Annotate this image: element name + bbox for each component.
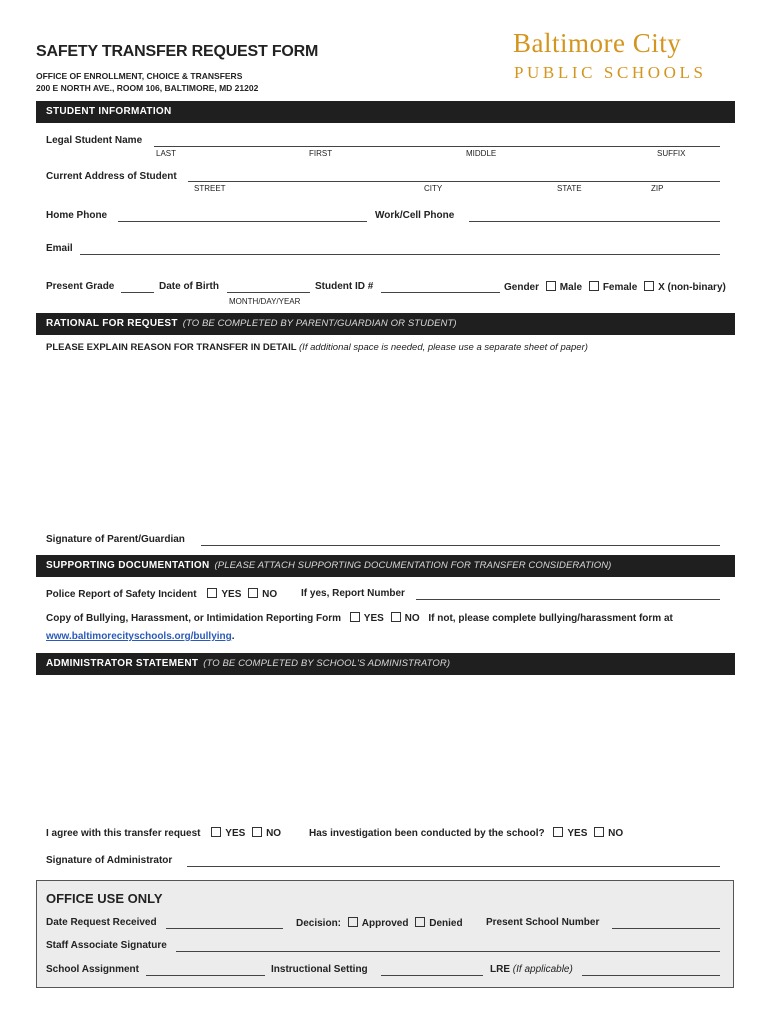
rational-note: (TO BE COMPLETED BY PARENT/GUARDIAN OR STUDENT) [182,318,457,329]
approved-checkbox[interactable] [348,917,358,927]
school-assignment-label: School Assignment [46,964,139,975]
investigation-label: Has investigation been conducted by the school? [309,828,545,839]
address-zip-sub: ZIP [651,184,664,193]
police-no-checkbox[interactable] [248,588,258,598]
agree-yes-checkbox[interactable] [211,827,221,837]
address-state-sub: STATE [557,184,582,193]
police-yes-checkbox[interactable] [207,588,217,598]
lre-label: LRE [490,964,510,975]
lre-note: (If applicable) [512,964,573,975]
school-assignment-line[interactable] [146,975,265,976]
investigation-row [309,827,623,839]
admin-signature-label: Signature of Administrator [46,855,173,866]
present-school-label: Present School Number [486,917,600,928]
report-number-line[interactable] [416,599,720,600]
home-phone-label: Home Phone [46,210,108,221]
gender-x-checkbox[interactable] [644,281,654,291]
admin-signature-line[interactable] [187,866,720,867]
reason-text-area[interactable] [46,358,720,523]
bullying-no-checkbox[interactable] [391,612,401,622]
admin-title: ADMINISTRATOR STATEMENT [46,658,199,669]
police-no-label: NO [262,589,278,600]
name-suffix-sub: SUFFIX [657,149,686,158]
logo-public-schools: PUBLIC SCHOOLS [514,63,707,82]
gender-field [504,281,726,293]
parent-signature-label: Signature of Parent/Guardian [46,534,185,545]
agree-label: I agree with this transfer request [46,828,201,839]
agree-no-label: NO [266,828,282,839]
name-last-sub: LAST [156,149,177,158]
investigation-yes-checkbox[interactable] [553,827,563,837]
decision-label: Decision: [296,918,342,929]
work-phone-line[interactable] [469,221,720,222]
section-rational-for-request [36,313,735,335]
instructional-setting-label: Instructional Setting [271,964,368,975]
present-school-line[interactable] [612,928,720,929]
gender-female-checkbox[interactable] [589,281,599,291]
link-period: . [231,631,235,642]
name-middle-sub: MIDDLE [466,149,497,158]
explain-label: PLEASE EXPLAIN REASON FOR TRANSFER IN DETAIL [46,342,297,353]
gender-male-checkbox[interactable] [546,281,556,291]
denied-label: Denied [429,918,463,929]
dob-line[interactable] [227,292,310,293]
investigation-no-checkbox[interactable] [594,827,604,837]
staff-signature-label: Staff Associate Signature [46,940,167,951]
agree-no-checkbox[interactable] [252,827,262,837]
investigation-yes-label: YES [567,828,588,839]
gender-male-label: Male [559,282,583,293]
office-name: OFFICE OF ENROLLMENT, CHOICE & TRANSFERS [36,71,243,81]
legal-name-line[interactable] [154,146,720,147]
date-received-label: Date Request Received [46,917,157,928]
office-use-title: OFFICE USE ONLY [46,891,163,906]
email-label: Email [46,243,73,254]
dob-sub: MONTH/DAY/YEAR [229,297,301,306]
section-student-information: STUDENT INFORMATION [36,101,735,123]
lre-line[interactable] [582,975,720,976]
gender-female-label: Female [602,282,638,293]
gender-x-label: X (non-binary) [658,282,726,293]
office-address [36,70,258,94]
grade-label: Present Grade [46,281,115,292]
bullying-link-row [46,626,235,644]
logo-baltimore-city: Baltimore City [513,28,682,58]
police-report-label: Police Report of Safety Incident [46,589,197,600]
investigation-no-label: NO [608,828,624,839]
bullying-form-row [46,612,673,624]
address-label: Current Address of Student [46,171,177,182]
section-administrator-statement [36,653,735,675]
bullying-link[interactable]: www.baltimorecityschools.org/bullying [46,631,232,642]
section-supporting-documentation [36,555,735,577]
address-line[interactable] [188,181,720,182]
legal-name-label: Legal Student Name [46,135,143,146]
denied-checkbox[interactable] [415,917,425,927]
work-phone-label: Work/Cell Phone [375,210,455,221]
email-line[interactable] [80,254,720,255]
date-received-line[interactable] [166,928,283,929]
supporting-note: (PLEASE ATTACH SUPPORTING DOCUMENTATION FOR TRANSFER CONSIDERATION) [214,560,612,571]
instructional-setting-line[interactable] [381,975,483,976]
approved-label: Approved [361,918,409,929]
student-id-label: Student ID # [315,281,374,292]
lre-field [490,964,573,975]
page-title: SAFETY TRANSFER REQUEST FORM [36,43,319,60]
rational-title: RATIONAL FOR REQUEST [46,318,178,329]
dob-label: Date of Birth [159,281,219,292]
gender-label: Gender [504,282,540,293]
grade-line[interactable] [121,292,154,293]
explain-note: (If additional space is needed, please use a separate sheet of paper) [299,342,588,353]
address-street-sub: STREET [194,184,226,193]
admin-note: (TO BE COMPLETED BY SCHOOL'S ADMINISTRATOR) [203,658,451,669]
explain-instructions [46,342,588,353]
supporting-title: SUPPORTING DOCUMENTATION [46,560,210,571]
home-phone-line[interactable] [118,221,367,222]
parent-signature-line[interactable] [201,545,720,546]
bullying-yes-label: YES [363,613,384,624]
name-first-sub: FIRST [309,149,333,158]
bullying-no-label: NO [404,613,420,624]
if-not-text: If not, please complete bullying/harassment form at [428,613,673,624]
student-id-line[interactable] [381,292,500,293]
bullying-form-label: Copy of Bullying, Harassment, or Intimidation Reporting Form [46,613,342,624]
police-yes-label: YES [221,589,242,600]
decision-row [296,917,463,929]
report-number-label: If yes, Report Number [301,588,405,599]
office-street: 200 E NORTH AVE., ROOM 106, BALTIMORE, MD 21202 [36,83,259,93]
address-city-sub: CITY [424,184,443,193]
admin-statement-area[interactable] [46,682,720,820]
agree-yes-label: YES [225,828,246,839]
agree-row [46,827,281,839]
staff-signature-line[interactable] [176,951,720,952]
bullying-yes-checkbox[interactable] [350,612,360,622]
police-report-row [46,588,277,600]
